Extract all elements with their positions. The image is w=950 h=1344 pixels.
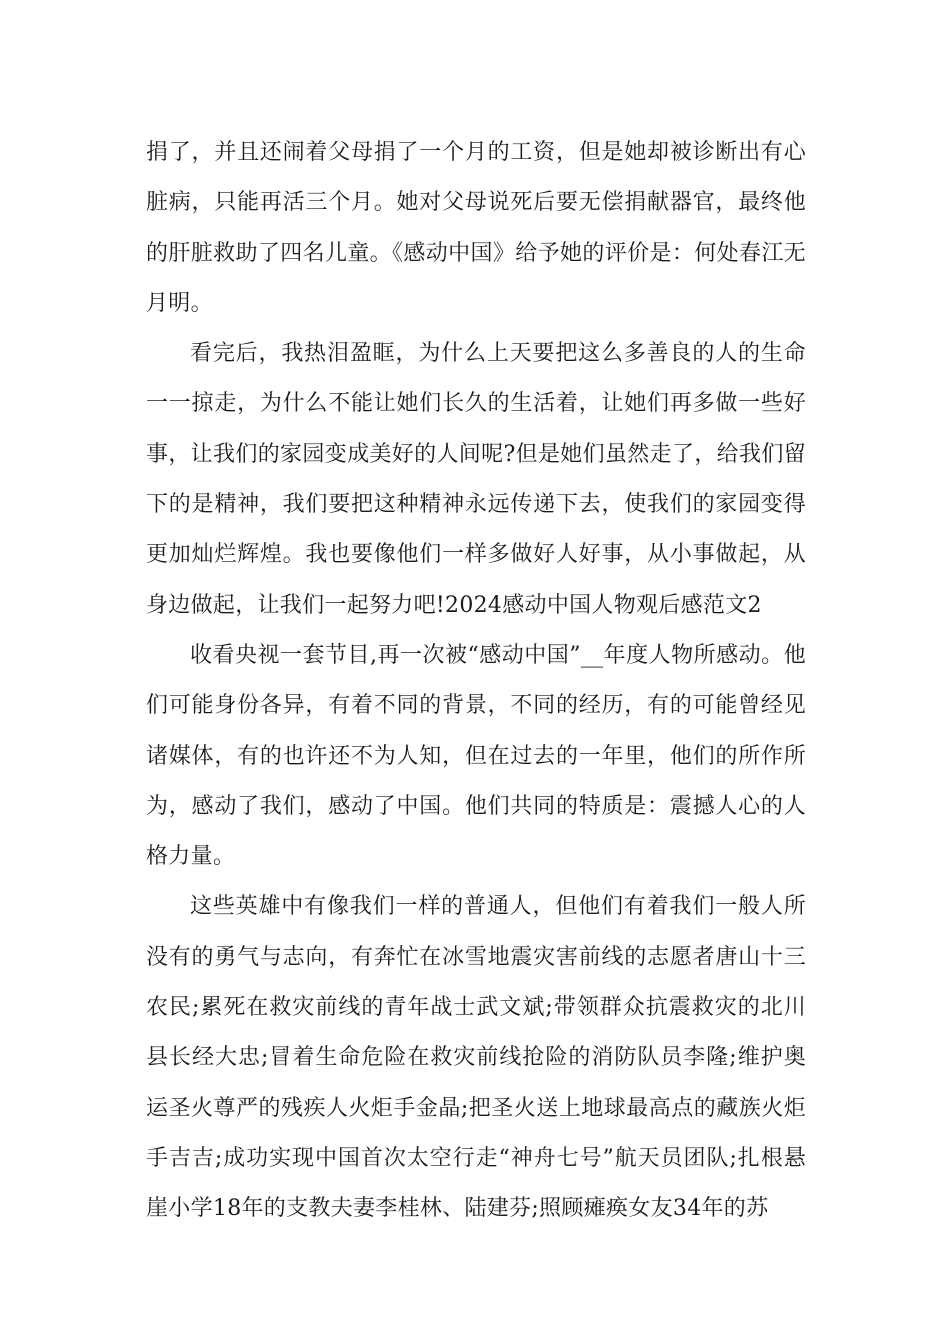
- paragraph: 看完后，我热泪盈眶，为什么上天要把这么多善良的人的生命一一掠走，为什么不能让她们长久的生活着，让她们再多做一些好事，让我们的家园变成美好的人间呢?但是她们虽然走了，给我们留下的是精神，我们要把这种精神永远传递下去，使我们的家园变得更加灿烂辉煌。我也要像他们一样多做好人好事，从小事做起，从身边做起，让我们一起努力吧!2024感动中国人物观后感范文2: [146, 341, 806, 618]
- paragraph-continuation: 捐了，并且还闹着父母捐了一个月的工资，但是她却被诊断出有心脏病，只能再活三个月。她对父母说死后要无偿捐献器官，最终他的肝脏救助了四名儿童。《感动中国》给予她的评价是：何处春江无月明。: [146, 140, 806, 316]
- paragraph: 这些英雄中有像我们一样的普通人，但他们有着我们一般人所没有的勇气与志向，有奔忙在冰雪地震灾害前线的志愿者唐山十三农民;累死在救灾前线的青年战士武文斌;带领群众抗震救灾的北川县长经大忠;冒着生命危险在救灾前线抢险的消防队员李隆;维护奥运圣火尊严的残疾人火炬手金晶;把圣火送上地球最高点的藏族火炬手吉吉;成功实现中国首次太空行走“神舟七号”航天员团队;扎根悬崖小学18年的支教夫妻李桂林、陆建芬;照顾瘫痪女友34年的苏: [146, 894, 806, 1222]
- paragraph: 收看央视一套节目,再一次被“感动中国”__年度人物所感动。他们可能身份各异，有着不同的背景，不同的经历，有的可能曾经见诸媒体，有的也许还不为人知，但在过去的一年里，他们的所作所为，感动了我们，感动了中国。他们共同的特质是：震撼人心的人格力量。: [146, 642, 806, 870]
- body-text: [146, 128, 806, 1235]
